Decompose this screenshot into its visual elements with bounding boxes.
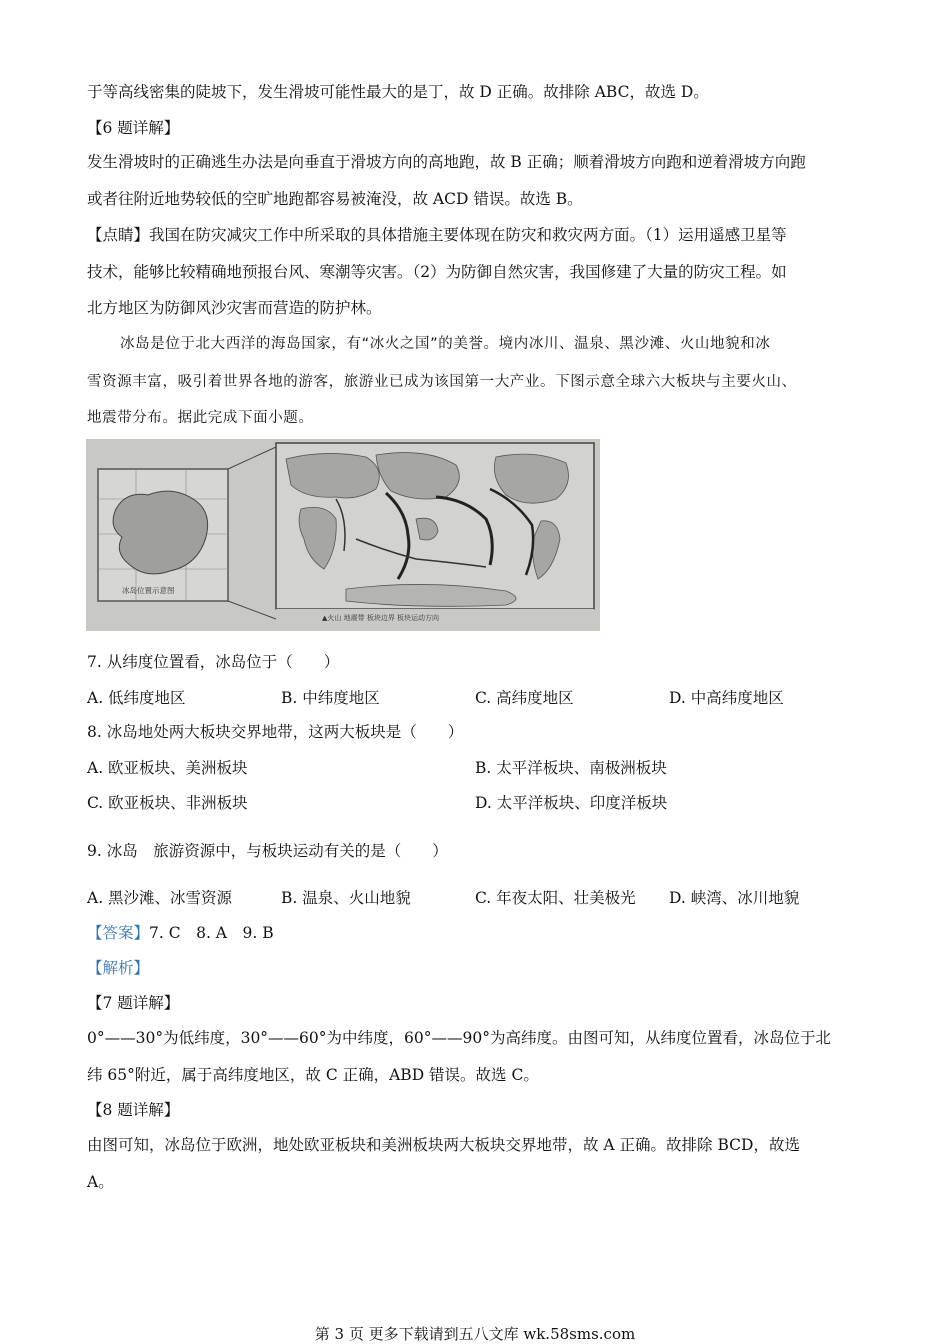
text-line: 【点睛】我国在防灾减灾工作中所采取的具体措施主要体现在防灾和救灾两方面。（1）运用遥感卫星等 (87, 226, 787, 244)
q9-option-b: B. 温泉、火山地貌 (281, 889, 411, 907)
intro-line: 冰岛是位于北大西洋的海岛国家，有“冰火之国”的美誉。境内冰川、温泉、黑沙滩、火山地貌和冰 (120, 336, 771, 352)
q8-option-a: A. 欧亚板块、美洲板块 (87, 759, 248, 777)
q7-detail-heading: 【7 题详解】 (87, 994, 180, 1012)
answer-text: 7. C 8. A 9. B (149, 924, 274, 942)
text-line: 由图可知，冰岛位于欧洲，地处欧亚板块和美洲板块两大板块交界地带，故 A 正确。故排除 BCD，故选 (87, 1136, 800, 1154)
q7-option-c: C. 高纬度地区 (475, 689, 574, 707)
text-line: 技术，能够比较精确地预报台风、寒潮等灾害。（2）为防御自然灾害，我国修建了大量的防灾工程。如 (87, 263, 787, 281)
map-legend: ▲火山 地震带 板块边界 板块运动方向 (322, 614, 440, 622)
q7-option-a: A. 低纬度地区 (87, 689, 186, 707)
q8-option-b: B. 太平洋板块、南极洲板块 (475, 759, 667, 777)
text-line: 北方地区为防御风沙灾害而营造的防护林。 (87, 299, 382, 317)
q9-option-c: C. 年夜太阳、壮美极光 (475, 889, 636, 907)
q7-option-d: D. 中高纬度地区 (669, 689, 784, 707)
q7-option-b: B. 中纬度地区 (281, 689, 380, 707)
intro-line: 雪资源丰富，吸引着世界各地的游客，旅游业已成为该国第一大产业。下图示意全球六大板块与主要火山、 (87, 374, 797, 390)
plate-map-figure (86, 439, 600, 631)
q9-option-a: A. 黑沙滩、冰雪资源 (87, 889, 233, 907)
inset-caption: 冰岛位置示意图 (122, 586, 175, 595)
q8-option-d: D. 太平洋板块、印度洋板块 (475, 794, 668, 812)
text-line: 纬 65°附近，属于高纬度地区，故 C 正确，ABD 错误。故选 C。 (87, 1066, 539, 1084)
text-line: 或者往附近地势较低的空旷地跑都容易被淹没，故 ACD 错误。故选 B。 (87, 190, 583, 208)
q8-detail-heading: 【8 题详解】 (87, 1101, 180, 1119)
q7-stem: 7. 从纬度位置看，冰岛位于（ ） (87, 653, 340, 671)
q6-detail-heading: 【6 题详解】 (87, 119, 180, 137)
text-line: 0°——30°为低纬度，30°——60°为中纬度，60°——90°为高纬度。由图可知，从纬度位置看，冰岛位于北 (87, 1029, 831, 1047)
intro-line: 地震带分布。据此完成下面小题。 (87, 410, 314, 426)
text-line: A。 (87, 1173, 114, 1191)
text-line: 发生滑坡时的正确逃生办法是向垂直于滑坡方向的高地跑，故 B 正确；顺着滑坡方向跑和逆着滑坡方向跑 (87, 153, 806, 171)
page-footer: 第 3 页 更多下载请到五八文库 wk.58sms.com (314, 1325, 636, 1343)
q9-option-d: D. 峡湾、冰川地貌 (669, 889, 800, 907)
q8-option-c: C. 欧亚板块、非洲板块 (87, 794, 248, 812)
plate-map-image (86, 439, 600, 631)
text-line: 于等高线密集的陡坡下，发生滑坡可能性最大的是丁，故 D 正确。故排除 ABC，故选 D。 (87, 83, 709, 101)
answer-line (87, 923, 274, 943)
answer-tag: 【答案】 (87, 924, 150, 942)
q8-stem: 8. 冰岛地处两大板块交界地带，这两大板块是（ ） (87, 723, 464, 741)
analysis-tag: 【解析】 (87, 959, 150, 977)
q9-stem: 9. 冰岛 旅游资源中，与板块运动有关的是（ ） (87, 842, 448, 860)
